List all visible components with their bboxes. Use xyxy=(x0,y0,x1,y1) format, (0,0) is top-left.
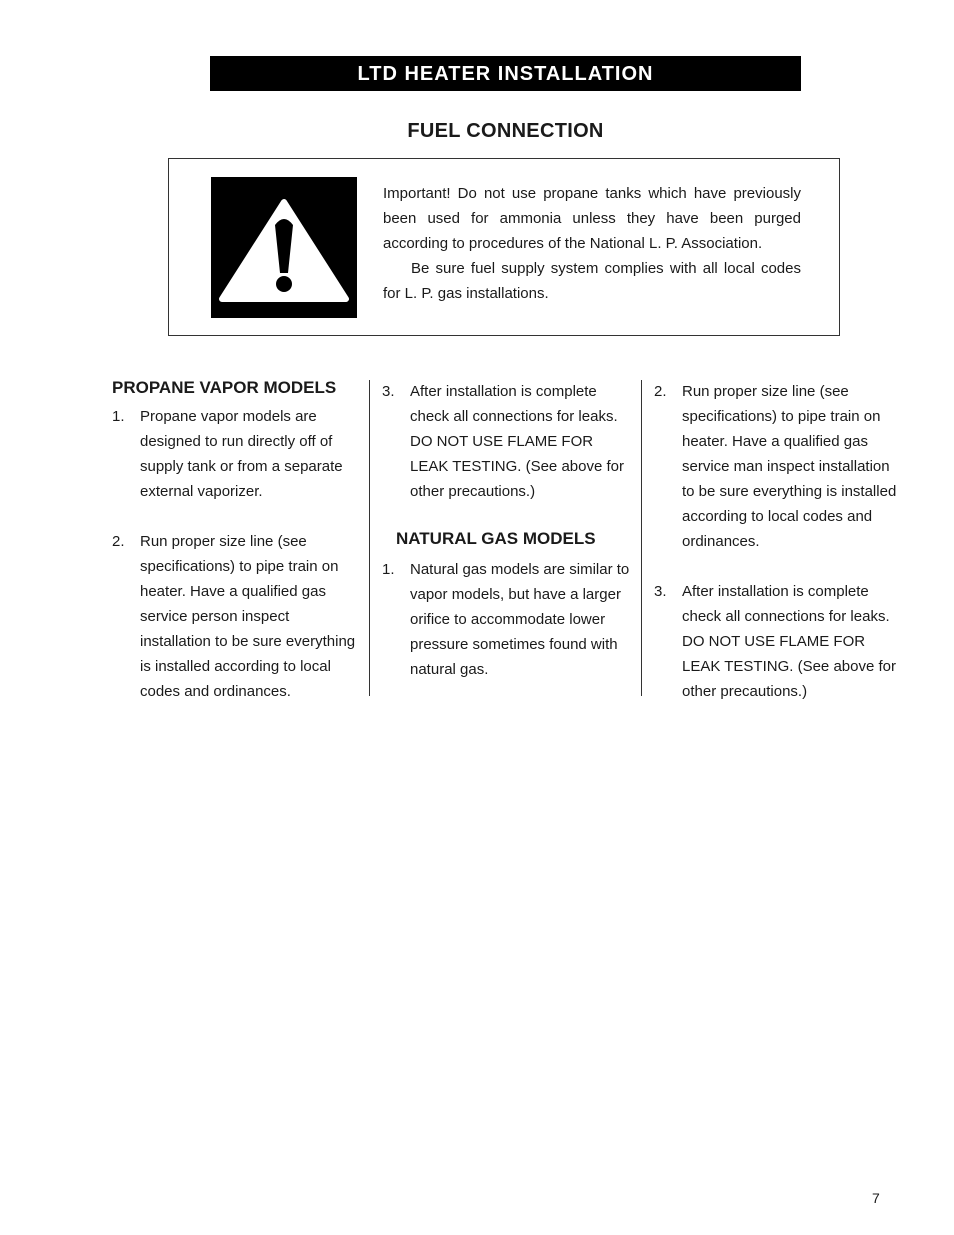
item-text: After installation is complete check all connections for leaks. DO NOT USE FLAME FOR LEAK TESTING. (See above for other precautions.) xyxy=(410,383,624,500)
column-2 xyxy=(382,379,630,682)
item-number: 1. xyxy=(112,408,125,425)
section-title: FUEL CONNECTION xyxy=(407,120,604,142)
column-3 xyxy=(654,379,900,704)
item-text: After installation is complete check all connections for leaks. DO NOT USE FLAME FOR LEAK TESTING. (See above for other precautions.) xyxy=(682,583,896,700)
item-text: Natural gas models are similar to vapor models, but have a larger orifice to accommodate lower pressure sometimes found with natural gas. xyxy=(410,561,630,678)
item-text: Run proper size line (see specifications) to pipe train on heater. Have a qualified gas service man inspect installation to be sure everything is installed according to local codes and ordinances. xyxy=(682,383,897,550)
page-number: 7 xyxy=(872,1190,880,1206)
list-item xyxy=(112,529,356,704)
list-item xyxy=(382,557,630,682)
item-number: 2. xyxy=(112,533,125,550)
natural-gas-list-part-1 xyxy=(382,557,630,682)
propane-heading: PROPANE VAPOR MODELS xyxy=(112,378,337,397)
warning-text xyxy=(383,181,801,306)
list-item xyxy=(112,404,356,504)
item-number: 2. xyxy=(654,383,667,400)
list-item xyxy=(654,579,900,704)
natural-gas-heading: NATURAL GAS MODELS xyxy=(396,529,596,548)
item-number: 3. xyxy=(654,583,667,600)
item-number: 3. xyxy=(382,383,395,400)
item-text: Propane vapor models are designed to run directly off of supply tank or from a separate external vaporizer. xyxy=(140,408,343,500)
warning-paragraph-1: Important! Do not use propane tanks which have previously been used for ammonia unless they have been purged according to procedures of the National L. P. Association. xyxy=(383,185,801,252)
list-item xyxy=(654,379,900,554)
header-banner: LTD HEATER INSTALLATION xyxy=(210,56,801,91)
item-text: Run proper size line (see specifications) to pipe train on heater. Have a qualified gas service person inspect installation to be sure everything is installed according to local codes and ordinances. xyxy=(140,533,356,700)
list-item xyxy=(382,379,630,504)
propane-list-part-1 xyxy=(112,404,356,704)
item-number: 1. xyxy=(382,561,395,578)
warning-paragraph-2: Be sure fuel supply system complies with all local codes for L. P. gas installations. xyxy=(383,260,801,302)
natural-gas-list-part-2 xyxy=(654,379,900,704)
warning-box xyxy=(168,158,840,336)
propane-list-part-2 xyxy=(382,379,630,504)
column-divider xyxy=(369,380,370,696)
column-1 xyxy=(112,376,356,704)
warning-exclamation-icon xyxy=(211,177,357,318)
column-divider xyxy=(641,380,642,696)
